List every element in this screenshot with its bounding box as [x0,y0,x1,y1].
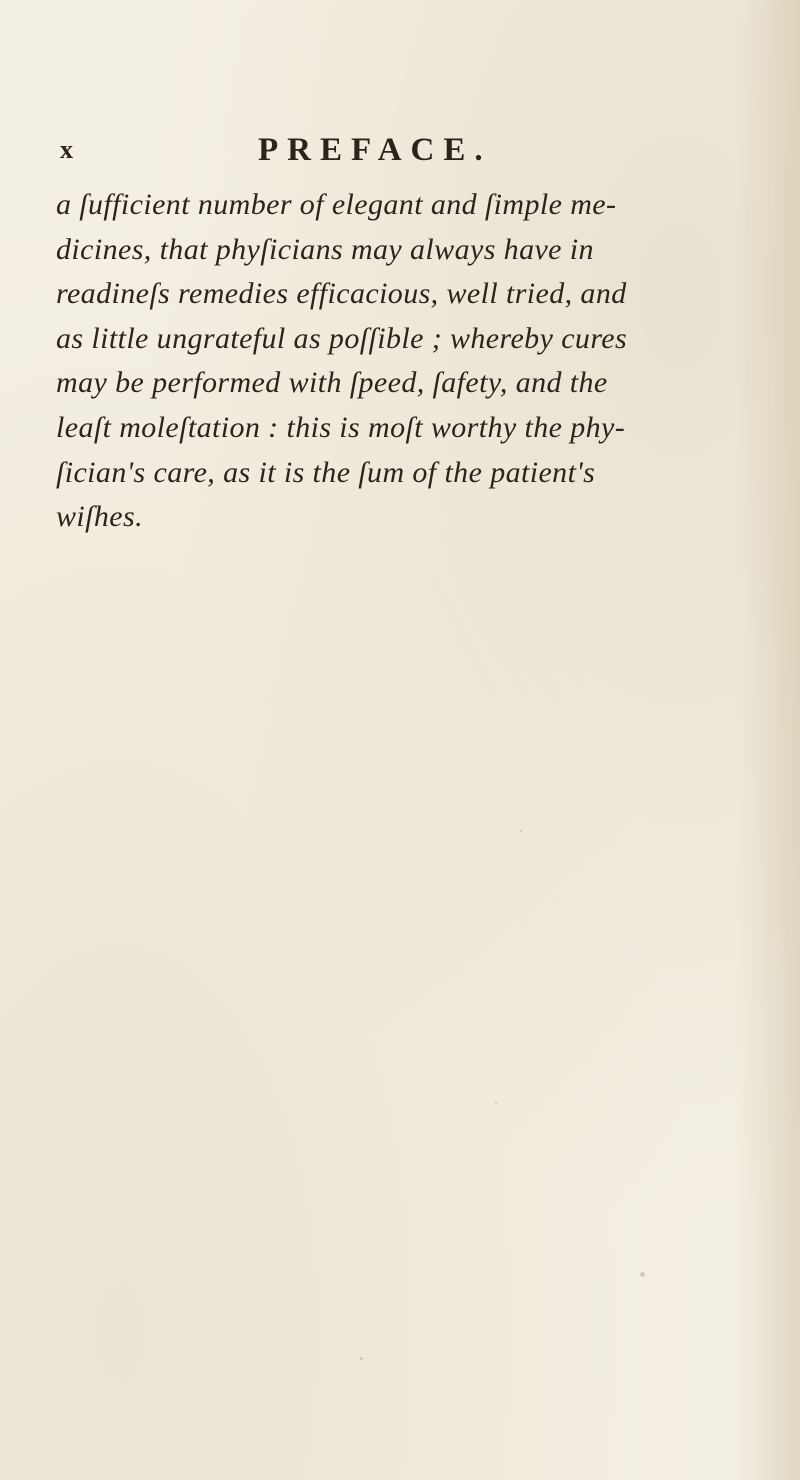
page-header [0,130,800,170]
paper-speck [360,1357,363,1360]
text-line: dicines, that phyſicians may always have in [56,232,594,266]
body-text [56,183,756,540]
paper-speck [495,1102,497,1104]
text-line: ſician's care, as it is the ſum of the patient's [56,455,596,489]
page-number: x [60,135,73,164]
paper-speck [640,1272,645,1277]
running-head: PREFACE. [258,132,492,168]
text-line: as little ungrateful as poſſible ; whereby cures [56,321,628,355]
text-line: wiſhes. [56,500,143,534]
text-line: a ſufficient number of elegant and ſimple me- [56,188,617,221]
text-line: may be performed with ſpeed, ſafety, and the [56,366,608,400]
text-line: readineſs remedies efficacious, well tried, and [56,277,627,311]
text-line: leaſt moleſtation : this is moſt worthy the phy- [56,410,626,444]
paper-speck [520,830,522,832]
